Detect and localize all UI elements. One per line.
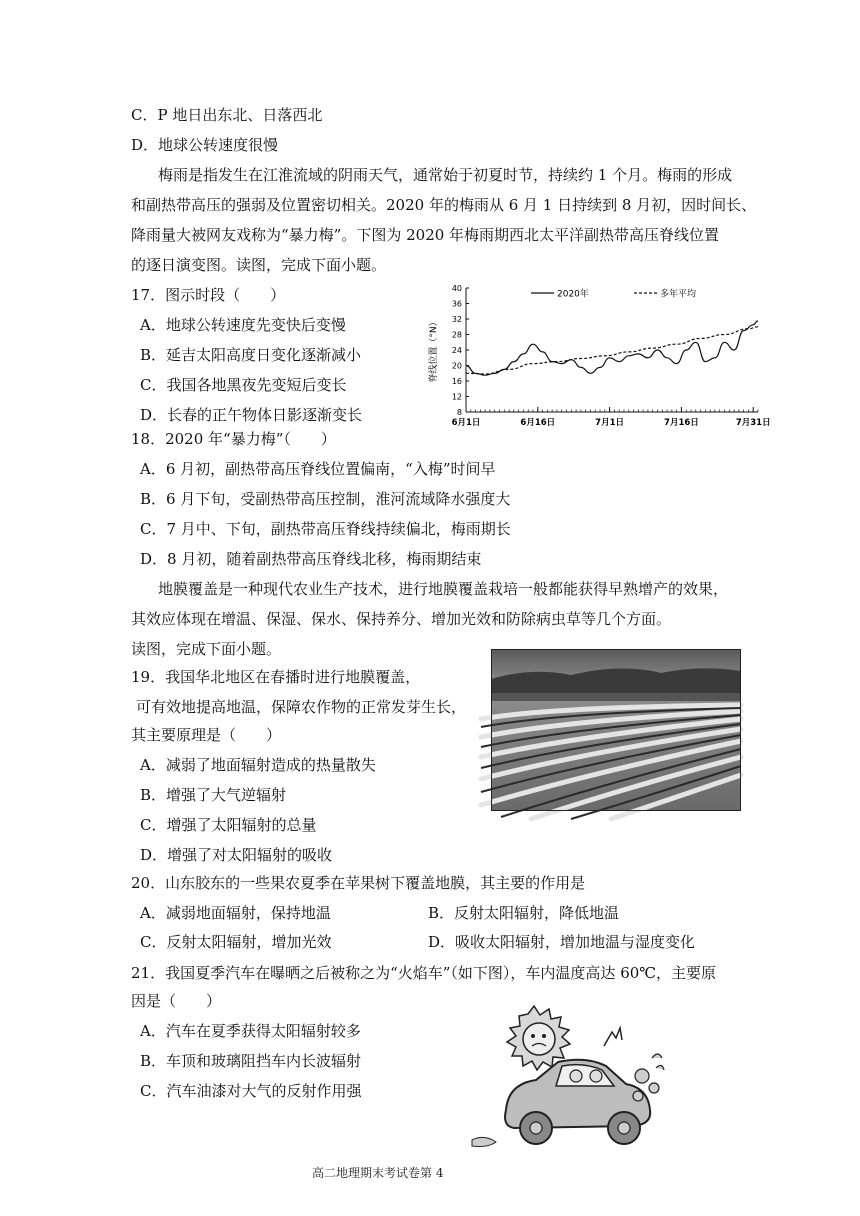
x-tick-label: 7月31日 [735,418,771,428]
x-tick-label: 6月16日 [520,418,556,428]
chart-axes [466,288,758,412]
q18-option-b: B．6 月下旬，受副热带高压控制，淮河流域降水强度大 [140,490,511,508]
q18-option-d: D．8 月初，随着副热带高压脊线北移，梅雨期结束 [140,550,482,568]
film-intro-line: 地膜覆盖是一种现代农业生产技术，进行地膜覆盖栽培一般都能获得早熟增产的效果， [158,580,729,598]
q20-option-c: C．反射太阳辐射，增加光效 [140,933,332,951]
q19-option-b: B．增强了大气逆辐射 [140,786,287,804]
q19-option-a: A．减弱了地面辐射造成的热量散失 [140,756,376,774]
hot-car-cartoon [466,1006,666,1156]
y-tick-label: 20 [451,361,462,371]
q19-option-c: C．增强了太阳辐射的总量 [140,816,317,834]
q17-option-b: B．延吉太阳高度日变化逐渐减小 [140,346,362,364]
legend-label-2020: 2020年 [557,289,589,300]
chart-tick-labels [452,284,771,428]
plastic-film-field-photo [491,649,741,811]
q16-option-c: C．P 地日出东北、日落西北 [131,106,323,124]
plum-intro-line: 梅雨是指发生在江淮流域的阴雨天气，通常始于初夏时节，持续约 1 个月。梅雨的形成 [158,166,733,184]
y-tick-label: 36 [451,299,462,309]
film-intro-line: 其效应体现在增温、保湿、保水、保持养分、增加光效和防除病虫草等几个方面。 [131,610,672,628]
q20-option-a: A．减弱地面辐射，保持地温 [140,904,331,922]
q17-option-d: D．长春的正午物体日影逐渐变长 [140,406,363,424]
y-tick-label: 32 [451,315,462,324]
q18-option-a: A．6 月初，副热带高压脊线位置偏南，“入梅”时间早 [140,460,496,478]
q20-stem: 20．山东胶东的一些果农夏季在苹果树下覆盖地膜，其主要的作用是 [131,874,586,892]
q19-stem: 可有效地提高地温，保障农作物的正常发芽生长， [136,698,467,716]
plum-intro-line: 降雨量大被网友戏称为“暴力梅”。下图为 2020 年梅雨期西北太平洋副热带高压脊线位置 [131,226,720,244]
q19-option-d: D．增强了对太阳辐射的吸收 [140,846,333,864]
q17-option-c: C．我国各地黑夜先变短后变长 [140,376,347,394]
q21-option-c: C．汽车油漆对大气的反射作用强 [140,1082,362,1100]
y-tick-label: 28 [451,330,462,340]
q19-stem: 其主要原理是（ ） [131,726,282,744]
q17-stem: 17．图示时段（ ） [131,286,286,304]
x-tick-label: 7月16日 [664,418,699,428]
y-tick-label: 40 [451,284,462,293]
q18-stem: 18．2020 年“暴力梅”（ ） [131,430,336,448]
chart-legend [531,288,696,300]
plum-intro-line: 的逐日演变图。读图，完成下面小题。 [131,256,387,274]
q20-option-d: D．吸收太阳辐射，增加地温与湿度变化 [428,933,696,951]
q21-stem: 因是（ ） [131,992,222,1010]
chart-series [466,321,758,375]
ridge-line-chart [426,280,771,432]
series-line-2020 [466,321,758,375]
x-tick-label: 7月1日 [595,418,625,428]
q16-option-d: D．地球公转速度很慢 [131,136,279,154]
y-tick-label: 24 [451,346,462,355]
y-tick-label: 12 [451,392,462,402]
q20-option-b: B．反射太阳辐射，降低地温 [428,904,620,922]
y-axis-label: 脊线位置（°N） [429,317,439,383]
series-line-average [466,327,758,374]
y-tick-label: 8 [456,408,462,417]
q17-option-a: A．地球公转速度先变快后变慢 [140,316,346,334]
q21-option-b: B．车顶和玻璃阻挡车内长波辐射 [140,1052,362,1070]
film-intro-line: 读图，完成下面小题。 [131,640,282,658]
page-footer: 高二地理期末考试卷第 4 [312,1166,444,1180]
legend-label-average: 多年平均 [660,289,697,300]
y-tick-label: 16 [451,377,462,386]
x-tick-label: 6月1日 [451,418,481,428]
plum-intro-line: 和副热带高压的强弱及位置密切相关。2020 年的梅雨从 6 月 1 日持续到 8 月初，因时间长、 [131,196,757,214]
q21-stem: 21．我国夏季汽车在曝晒之后被称之为“火焰车”（如下图），车内温度高达 60℃，主要原 [131,964,717,982]
q21-option-a: A．汽车在夏季获得太阳辐射较多 [140,1022,361,1040]
q18-option-c: C．7 月中、下旬，副热带高压脊线持续偏北，梅雨期长 [140,520,511,538]
q19-stem: 19．我国华北地区在春播时进行地膜覆盖， [131,668,421,686]
